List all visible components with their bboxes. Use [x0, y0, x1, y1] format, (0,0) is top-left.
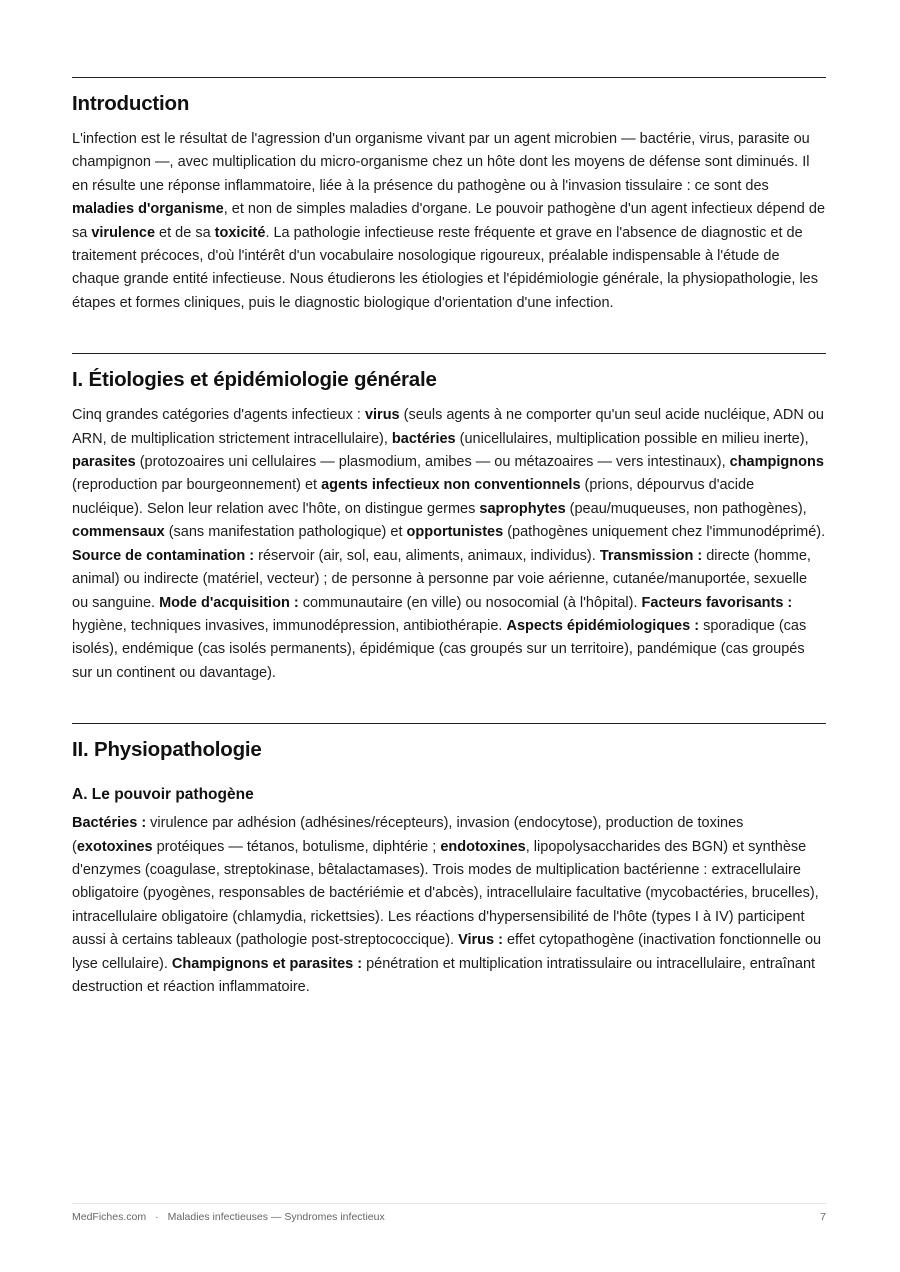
footer-site: MedFiches.com: [72, 1211, 147, 1223]
document-page: [72, 77, 826, 1037]
footer-separator: ·: [155, 1211, 159, 1223]
section-introduction: [72, 77, 826, 315]
paragraph: Bactéries : virulence par adhésion (adhésines/récepteurs), invasion (endocytose), production de toxines (exotoxines protéiques — tétanos, botulisme, diphtérie ; endotoxines, lipopolysaccharides des BGN) et synthèse d'enzymes (coagulase, streptokinase, bêtalactamases). Trois modes de multiplication bactérienne : extracellulaire obligatoire (pyogènes, responsables de bactériémie et d'abcès), intracellulaire facultative (mycobactéries, brucelles), intracellulaire obligatoire (chlamydia, rickettsies). Les réactions d'hypersensibilité de l'hôte (types I à IV) participent aussi à certains tableaux (pathologie post-streptococcique). Virus : effet cytopathogène (inactivation fonctionnelle ou lyse cellulaire). Champignons et parasites : pénétration et multiplication intratissulaire ou intracellulaire, entraînant destruction et réaction inflammatoire.: [72, 815, 822, 995]
section-title: Introduction: [72, 92, 190, 115]
section-etiologies: [72, 353, 826, 685]
subsection-title: A. Le pouvoir pathogène: [72, 786, 254, 804]
paragraph: Cinq grandes catégories d'agents infectieux : virus (seuls agents à ne comporter qu'un seul acide nucléique, ADN ou ARN, de multiplication strictement intracellulaire), bactéries (unicellulaires, multiplication possible en milieu inerte), parasites (protozoaires uni cellulaires — plasmodium, amibes — ou métazoaires — vers intestinaux), champignons (reproduction par bourgeonnement) et agents infectieux non conventionnels (prions, dépourvus d'acide nucléique). Selon leur relation avec l'hôte, on distingue germes saprophytes (peau/muqueuses, non pathogènes), commensaux (sans manifestation pathologique) et opportunistes (pathogènes uniquement chez l'immunodéprimé). Source de contamination : réservoir (air, sol, eau, aliments, animaux, individus). Transmission : directe (homme, animal) ou indirecte (matériel, vecteur) ; de personne à personne par voie aérienne, cutanée/manuportée, sexuelle ou sanguine. Mode d'acquisition : communautaire (en ville) ou nosocomial (à l'hôpital). Facteurs favorisants : hygiène, techniques invasives, immunodépression, antibiothérapie. Aspects épidémiologiques : sporadique (cas isolés), endémique (cas isolés permanents), épidémique (cas groupés sur un territoire), pandémique (cas groupés sur un continent ou davantage).: [72, 407, 826, 681]
section-divider: [72, 77, 826, 78]
section-title: II. Physiopathologie: [72, 738, 262, 762]
footer-left: [72, 1211, 385, 1223]
footer-doc-title: Maladies infectieuses — Syndromes infectieux: [167, 1211, 385, 1223]
paragraph: L'infection est le résultat de l'agression d'un organisme vivant par un agent microbien — bactérie, virus, parasite ou champignon —, avec multiplication du micro-organisme chez un hôte dont les moyens de défense sont diminués. Il en résulte une réponse inflammatoire, liée à la présence du pathogène ou à l'invasion tissulaire : ce sont des maladies d'organisme, et non de simples maladies d'organe. Le pouvoir pathogène d'un agent infectieux dépend de sa virulence et de sa toxicité. La pathologie infectieuse reste fréquente et grave en l'absence de diagnostic et de traitement précoces, d'où l'intérêt d'un vocabulaire nosologique rigoureux, préalable indispensable à l'étude de chaque grande entité infectieuse. Nous étudierons les étiologies et l'épidémiologie générale, la physiopathologie, les étapes et formes cliniques, puis le diagnostic biologique d'orientation d'une infection.: [72, 131, 826, 311]
page-number: 7: [820, 1211, 826, 1223]
page-footer: [72, 1203, 826, 1223]
section-divider: [72, 723, 826, 724]
section-title: I. Étiologies et épidémiologie générale: [72, 368, 437, 392]
section-physiopathologie: [72, 723, 826, 999]
section-divider: [72, 353, 826, 354]
